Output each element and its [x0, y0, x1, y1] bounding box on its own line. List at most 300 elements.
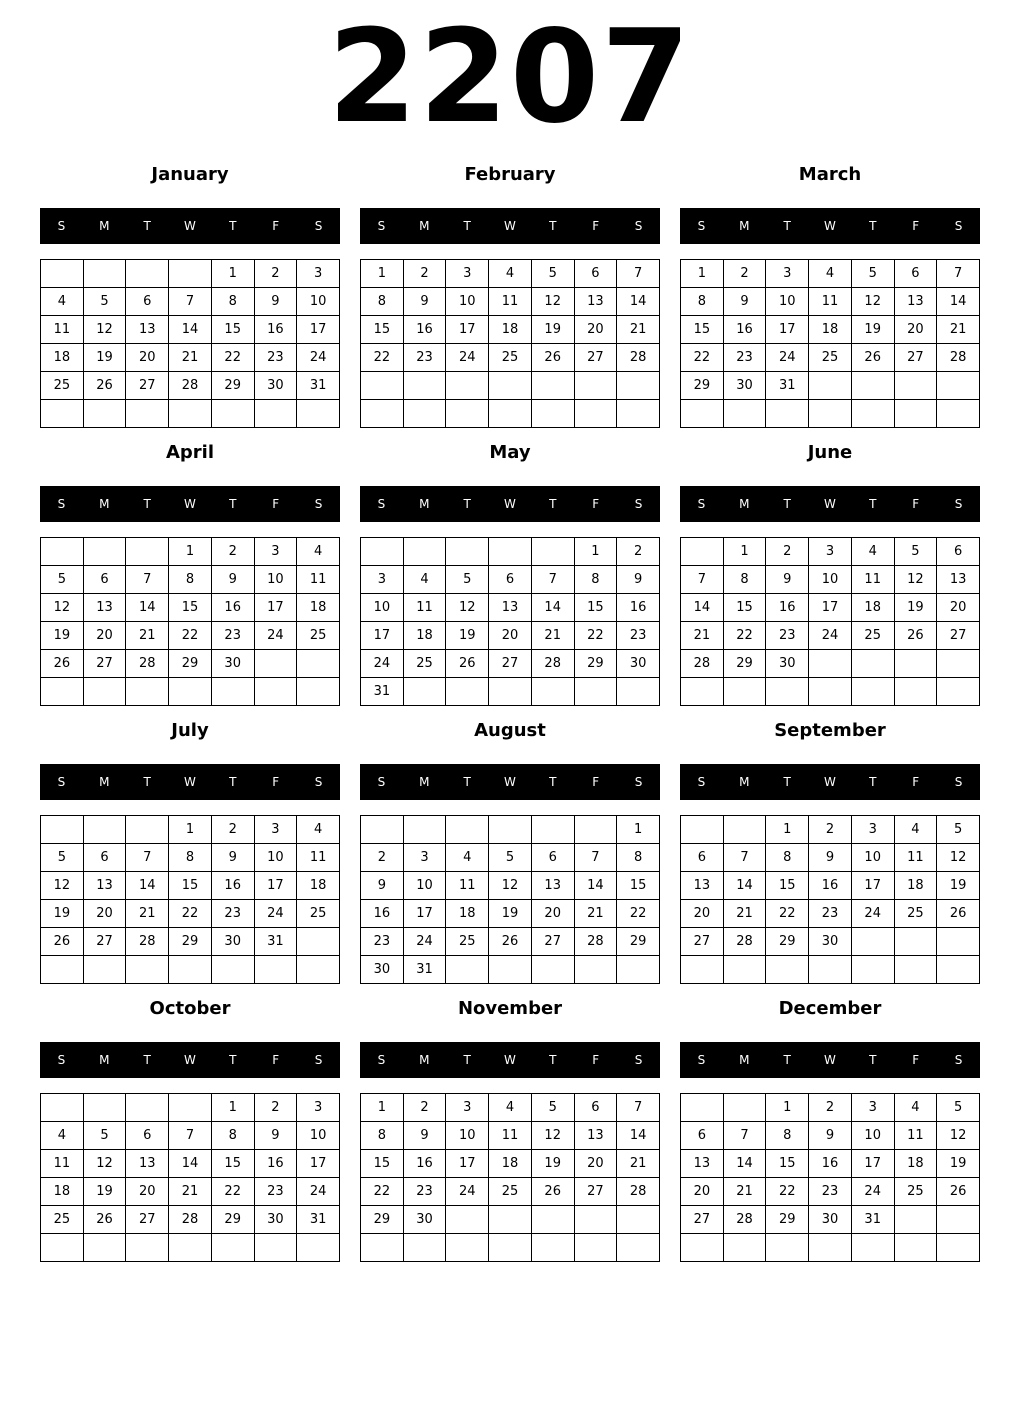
day-cell: 19	[532, 1150, 575, 1178]
empty-cell	[681, 1234, 724, 1262]
day-cell: 16	[809, 1150, 852, 1178]
empty-cell	[617, 400, 660, 428]
day-cell: 26	[532, 344, 575, 372]
empty-cell	[84, 400, 127, 428]
weekday-label: S	[314, 775, 323, 789]
day-cell: 8	[724, 566, 767, 594]
day-cell: 27	[575, 1178, 618, 1206]
weekday-label: M	[99, 1053, 110, 1067]
day-cell: 1	[361, 260, 404, 288]
day-cell: 4	[41, 288, 84, 316]
day-cell: 26	[895, 622, 938, 650]
day-cell: 11	[489, 288, 532, 316]
day-cell: 9	[617, 566, 660, 594]
empty-cell	[489, 1234, 532, 1262]
day-cell: 27	[575, 344, 618, 372]
day-cell: 7	[937, 260, 980, 288]
day-cell: 2	[404, 260, 447, 288]
day-cell: 11	[809, 288, 852, 316]
empty-cell	[84, 678, 127, 706]
day-cell: 11	[895, 844, 938, 872]
day-cell: 31	[852, 1206, 895, 1234]
weekday-label: S	[954, 1053, 963, 1067]
day-cell: 7	[126, 844, 169, 872]
day-cell: 21	[681, 622, 724, 650]
day-cell: 13	[681, 872, 724, 900]
weekday-label: F	[272, 497, 280, 511]
day-cell: 7	[169, 1122, 212, 1150]
day-cell: 9	[255, 288, 298, 316]
empty-cell	[212, 1234, 255, 1262]
weekday-header	[360, 1042, 660, 1078]
day-cell: 19	[489, 900, 532, 928]
empty-cell	[489, 1206, 532, 1234]
day-cell: 4	[297, 816, 340, 844]
day-cell: 28	[937, 344, 980, 372]
day-cell: 18	[404, 622, 447, 650]
day-cell: 16	[766, 594, 809, 622]
day-cell: 25	[297, 900, 340, 928]
empty-cell	[724, 1094, 767, 1122]
empty-cell	[575, 678, 618, 706]
day-cell: 18	[41, 344, 84, 372]
weekday-label: S	[377, 497, 386, 511]
day-cell: 13	[575, 288, 618, 316]
day-cell: 5	[532, 260, 575, 288]
day-cell: 22	[766, 1178, 809, 1206]
day-cell: 11	[41, 316, 84, 344]
empty-cell	[255, 678, 298, 706]
weekday-label: F	[272, 1053, 280, 1067]
day-cell: 2	[809, 1094, 852, 1122]
day-cell: 3	[404, 844, 447, 872]
day-cell: 11	[852, 566, 895, 594]
weekday-label: S	[57, 775, 66, 789]
weekday-label: M	[419, 219, 430, 233]
weekday-label: F	[912, 775, 920, 789]
day-cell: 23	[809, 900, 852, 928]
day-cell: 31	[297, 1206, 340, 1234]
day-cell: 11	[41, 1150, 84, 1178]
day-cell: 6	[84, 844, 127, 872]
day-cell: 26	[532, 1178, 575, 1206]
day-cell: 29	[681, 372, 724, 400]
empty-cell	[895, 400, 938, 428]
weekday-label: S	[57, 497, 66, 511]
month-december	[680, 992, 980, 1262]
empty-cell	[489, 956, 532, 984]
day-cell: 12	[895, 566, 938, 594]
day-cell: 12	[41, 594, 84, 622]
day-grid	[680, 815, 980, 984]
weekday-label: S	[634, 219, 643, 233]
day-cell: 19	[41, 900, 84, 928]
weekday-label: T	[463, 775, 471, 789]
day-cell: 20	[681, 1178, 724, 1206]
day-cell: 17	[852, 872, 895, 900]
day-cell: 2	[212, 816, 255, 844]
empty-cell	[809, 650, 852, 678]
empty-cell	[84, 260, 127, 288]
empty-cell	[852, 678, 895, 706]
weekday-label: T	[549, 1053, 557, 1067]
weekday-label: F	[272, 775, 280, 789]
empty-cell	[809, 678, 852, 706]
day-cell: 14	[575, 872, 618, 900]
empty-cell	[575, 1234, 618, 1262]
weekday-label: W	[824, 219, 836, 233]
day-cell: 16	[809, 872, 852, 900]
day-cell: 21	[126, 900, 169, 928]
empty-cell	[895, 372, 938, 400]
day-cell: 6	[681, 844, 724, 872]
day-cell: 23	[361, 928, 404, 956]
weekday-header	[360, 486, 660, 522]
day-cell: 16	[212, 594, 255, 622]
weekday-label: W	[504, 1053, 516, 1067]
day-cell: 10	[852, 844, 895, 872]
day-cell: 17	[446, 1150, 489, 1178]
weekday-label: W	[184, 1053, 196, 1067]
day-cell: 14	[937, 288, 980, 316]
day-cell: 2	[212, 538, 255, 566]
month-name: December	[778, 998, 882, 1019]
day-cell: 24	[766, 344, 809, 372]
day-cell: 19	[41, 622, 84, 650]
weekday-label: S	[377, 775, 386, 789]
day-cell: 29	[766, 1206, 809, 1234]
day-cell: 30	[724, 372, 767, 400]
day-cell: 21	[724, 1178, 767, 1206]
day-cell: 9	[404, 288, 447, 316]
empty-cell	[297, 928, 340, 956]
day-cell: 7	[724, 1122, 767, 1150]
day-cell: 10	[361, 594, 404, 622]
day-cell: 6	[937, 538, 980, 566]
day-cell: 7	[532, 566, 575, 594]
day-cell: 5	[489, 844, 532, 872]
empty-cell	[617, 956, 660, 984]
empty-cell	[489, 372, 532, 400]
weekday-label: F	[592, 497, 600, 511]
day-cell: 21	[575, 900, 618, 928]
day-cell: 12	[937, 844, 980, 872]
weekday-label: S	[314, 219, 323, 233]
day-cell: 22	[617, 900, 660, 928]
day-cell: 25	[489, 344, 532, 372]
day-cell: 20	[575, 316, 618, 344]
empty-cell	[126, 816, 169, 844]
empty-cell	[126, 678, 169, 706]
day-cell: 9	[809, 844, 852, 872]
day-cell: 19	[937, 872, 980, 900]
day-cell: 15	[724, 594, 767, 622]
day-grid	[680, 1093, 980, 1262]
weekday-label: F	[272, 219, 280, 233]
weekday-label: F	[912, 219, 920, 233]
day-cell: 21	[126, 622, 169, 650]
day-cell: 13	[126, 1150, 169, 1178]
weekday-label: T	[869, 497, 877, 511]
day-cell: 25	[895, 900, 938, 928]
empty-cell	[297, 650, 340, 678]
day-cell: 29	[212, 372, 255, 400]
day-cell: 27	[489, 650, 532, 678]
empty-cell	[84, 1234, 127, 1262]
day-cell: 12	[446, 594, 489, 622]
day-cell: 23	[724, 344, 767, 372]
empty-cell	[446, 956, 489, 984]
day-cell: 11	[895, 1122, 938, 1150]
empty-cell	[212, 400, 255, 428]
empty-cell	[766, 1234, 809, 1262]
day-cell: 18	[297, 594, 340, 622]
empty-cell	[41, 260, 84, 288]
day-cell: 14	[532, 594, 575, 622]
empty-cell	[212, 956, 255, 984]
day-cell: 5	[41, 566, 84, 594]
day-cell: 17	[255, 594, 298, 622]
empty-cell	[895, 650, 938, 678]
empty-cell	[297, 678, 340, 706]
day-cell: 28	[681, 650, 724, 678]
weekday-label: S	[57, 219, 66, 233]
weekday-label: T	[463, 219, 471, 233]
empty-cell	[724, 956, 767, 984]
day-cell: 8	[212, 1122, 255, 1150]
empty-cell	[169, 678, 212, 706]
day-cell: 26	[84, 372, 127, 400]
empty-cell	[532, 956, 575, 984]
day-cell: 26	[446, 650, 489, 678]
empty-cell	[446, 1206, 489, 1234]
day-cell: 11	[446, 872, 489, 900]
day-cell: 1	[169, 538, 212, 566]
day-cell: 30	[404, 1206, 447, 1234]
day-cell: 17	[361, 622, 404, 650]
day-cell: 5	[937, 1094, 980, 1122]
day-cell: 24	[404, 928, 447, 956]
day-cell: 18	[489, 1150, 532, 1178]
day-cell: 14	[169, 316, 212, 344]
empty-cell	[937, 928, 980, 956]
day-cell: 28	[617, 1178, 660, 1206]
day-cell: 18	[41, 1178, 84, 1206]
empty-cell	[809, 400, 852, 428]
month-april	[40, 436, 340, 706]
month-name: July	[171, 720, 209, 741]
day-cell: 16	[724, 316, 767, 344]
day-cell: 24	[446, 1178, 489, 1206]
weekday-label: T	[783, 1053, 791, 1067]
weekday-label: T	[229, 1053, 237, 1067]
day-cell: 30	[212, 928, 255, 956]
empty-cell	[446, 816, 489, 844]
empty-cell	[446, 1234, 489, 1262]
day-cell: 28	[617, 344, 660, 372]
weekday-label: S	[634, 497, 643, 511]
empty-cell	[126, 538, 169, 566]
day-cell: 30	[361, 956, 404, 984]
day-cell: 30	[617, 650, 660, 678]
empty-cell	[255, 650, 298, 678]
day-cell: 12	[41, 872, 84, 900]
day-cell: 7	[681, 566, 724, 594]
day-cell: 28	[126, 650, 169, 678]
day-cell: 20	[84, 900, 127, 928]
day-cell: 5	[446, 566, 489, 594]
empty-cell	[169, 1094, 212, 1122]
day-cell: 8	[766, 844, 809, 872]
day-grid	[40, 259, 340, 428]
day-cell: 22	[169, 900, 212, 928]
day-cell: 31	[766, 372, 809, 400]
day-cell: 3	[852, 1094, 895, 1122]
day-cell: 28	[126, 928, 169, 956]
day-cell: 14	[126, 594, 169, 622]
day-cell: 9	[361, 872, 404, 900]
day-cell: 21	[617, 1150, 660, 1178]
empty-cell	[41, 1234, 84, 1262]
weekday-label: F	[592, 1053, 600, 1067]
weekday-label: M	[419, 1053, 430, 1067]
empty-cell	[41, 1094, 84, 1122]
weekday-label: T	[783, 775, 791, 789]
month-name: February	[464, 164, 556, 185]
day-cell: 16	[617, 594, 660, 622]
day-cell: 12	[852, 288, 895, 316]
empty-cell	[895, 928, 938, 956]
empty-cell	[809, 1234, 852, 1262]
day-cell: 12	[489, 872, 532, 900]
weekday-label: W	[824, 1053, 836, 1067]
empty-cell	[169, 1234, 212, 1262]
weekday-label: T	[869, 1053, 877, 1067]
day-cell: 23	[255, 344, 298, 372]
weekday-label: F	[912, 1053, 920, 1067]
day-cell: 20	[532, 900, 575, 928]
day-cell: 15	[766, 1150, 809, 1178]
day-cell: 27	[126, 372, 169, 400]
weekday-label: M	[99, 219, 110, 233]
day-cell: 6	[126, 288, 169, 316]
day-cell: 15	[361, 1150, 404, 1178]
weekday-label: S	[954, 219, 963, 233]
day-cell: 21	[169, 344, 212, 372]
day-cell: 29	[212, 1206, 255, 1234]
day-grid	[40, 1093, 340, 1262]
empty-cell	[404, 372, 447, 400]
day-cell: 10	[255, 566, 298, 594]
day-cell: 29	[766, 928, 809, 956]
day-cell: 23	[766, 622, 809, 650]
day-cell: 5	[852, 260, 895, 288]
day-grid	[360, 259, 660, 428]
empty-cell	[937, 400, 980, 428]
day-cell: 3	[852, 816, 895, 844]
weekday-label: T	[143, 497, 151, 511]
month-name: November	[457, 998, 563, 1019]
month-july	[40, 714, 340, 984]
empty-cell	[937, 372, 980, 400]
day-cell: 5	[895, 538, 938, 566]
weekday-label: M	[99, 775, 110, 789]
day-cell: 3	[297, 260, 340, 288]
weekday-label: W	[504, 497, 516, 511]
empty-cell	[84, 1094, 127, 1122]
day-cell: 22	[575, 622, 618, 650]
day-cell: 14	[617, 288, 660, 316]
weekday-label: F	[592, 219, 600, 233]
day-cell: 8	[169, 844, 212, 872]
empty-cell	[297, 1234, 340, 1262]
day-cell: 30	[255, 372, 298, 400]
day-cell: 2	[809, 816, 852, 844]
day-cell: 21	[169, 1178, 212, 1206]
day-cell: 23	[404, 344, 447, 372]
day-cell: 9	[724, 288, 767, 316]
empty-cell	[617, 1206, 660, 1234]
day-cell: 25	[297, 622, 340, 650]
day-cell: 10	[446, 1122, 489, 1150]
day-cell: 15	[212, 1150, 255, 1178]
weekday-label: S	[954, 775, 963, 789]
day-cell: 10	[404, 872, 447, 900]
day-cell: 1	[617, 816, 660, 844]
day-cell: 12	[84, 1150, 127, 1178]
day-cell: 7	[169, 288, 212, 316]
empty-cell	[255, 956, 298, 984]
day-cell: 24	[809, 622, 852, 650]
day-grid	[360, 537, 660, 706]
empty-cell	[681, 400, 724, 428]
day-cell: 7	[724, 844, 767, 872]
weekday-label: T	[229, 775, 237, 789]
day-cell: 4	[809, 260, 852, 288]
empty-cell	[361, 1234, 404, 1262]
weekday-label: S	[57, 1053, 66, 1067]
day-cell: 14	[126, 872, 169, 900]
day-cell: 8	[212, 288, 255, 316]
day-cell: 22	[169, 622, 212, 650]
day-cell: 28	[169, 1206, 212, 1234]
day-cell: 1	[212, 1094, 255, 1122]
weekday-label: W	[504, 219, 516, 233]
day-cell: 14	[724, 1150, 767, 1178]
day-cell: 13	[489, 594, 532, 622]
weekday-label: T	[143, 775, 151, 789]
empty-cell	[617, 1234, 660, 1262]
empty-cell	[681, 956, 724, 984]
day-cell: 2	[255, 1094, 298, 1122]
empty-cell	[852, 928, 895, 956]
empty-cell	[446, 678, 489, 706]
day-cell: 18	[895, 872, 938, 900]
day-cell: 3	[446, 260, 489, 288]
empty-cell	[404, 538, 447, 566]
day-cell: 21	[937, 316, 980, 344]
day-cell: 31	[297, 372, 340, 400]
empty-cell	[361, 400, 404, 428]
month-march	[680, 158, 980, 428]
month-october	[40, 992, 340, 1262]
day-cell: 23	[212, 900, 255, 928]
day-cell: 6	[532, 844, 575, 872]
empty-cell	[532, 538, 575, 566]
weekday-label: T	[869, 219, 877, 233]
day-cell: 20	[489, 622, 532, 650]
day-cell: 24	[852, 1178, 895, 1206]
